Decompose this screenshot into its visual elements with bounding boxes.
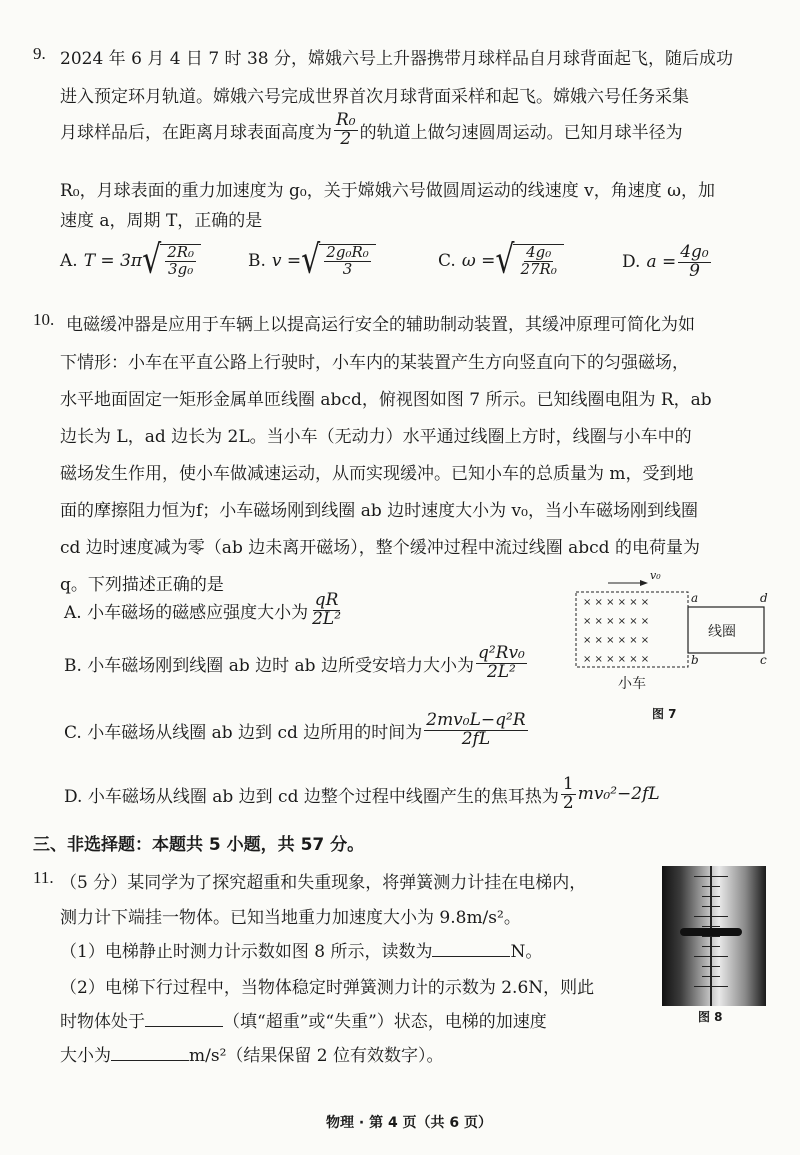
q9-line-2: 进入预定环月轨道。嫦娥六号完成世界首次月球背面采样和起飞。嫦娥六号任务采集 (60, 87, 689, 107)
option-b-text: B. 小车磁场刚到线圈 ab 边时 ab 边所受安培力大小为 (64, 655, 474, 676)
svg-text:× × × × × ×: × × × × × × (583, 635, 650, 646)
fraction-numerator: 2R₀ (167, 243, 195, 261)
q9-option-c (438, 237, 564, 283)
scale-pointer-icon (680, 928, 742, 936)
q11-part-2: （2）电梯下行过程中，当物体稳定时弹簧测力计的示数为 2.6N，则此 (60, 978, 595, 998)
question-11-number: 11. (33, 868, 54, 887)
q10-line-5: 磁场发生作用，使小车做减速运动，从而实现缓冲。已知小车的总质量为 m，受到地 (60, 464, 694, 484)
option-a-label: A. (60, 250, 78, 271)
q11-part-1 (60, 937, 542, 962)
q11-accel-text: 大小为 (60, 1046, 111, 1066)
question-10-number: 10. (33, 310, 55, 329)
q11-part-1-text: （1）电梯静止时测力计示数如图 8 所示，读数为 (60, 942, 433, 962)
figure-8-caption: 图 8 (698, 1010, 723, 1024)
q10-line-6: 面的摩擦阻力恒为f；小车磁场刚到线圈 ab 边时速度大小为 v₀，当小车磁场刚到线圈 (60, 501, 698, 521)
q9-line-1: 2024 年 6 月 4 日 7 时 38 分，嫦娥六号上升器携带月球样品自月球背面起飞，随后成功 (60, 49, 733, 69)
fraction-denominator: 2 (562, 792, 574, 813)
q11-part-2-continued (60, 1007, 547, 1032)
q11-part-2-text: 时物体处于 (60, 1012, 145, 1032)
corner-c-label: c (760, 653, 767, 667)
option-a-text: A. 小车磁场的磁感应强度大小为 (64, 602, 309, 623)
q10-option-a (64, 592, 345, 629)
answer-blank-reading[interactable] (432, 942, 510, 957)
q9-option-a (60, 237, 201, 283)
q10-option-c (64, 712, 530, 749)
car-label: 小车 (618, 676, 646, 692)
q10-line-2: 下情形：小车在平直公路上行驶时，小车内的某装置产生方向竖直向下的匀强磁场， (60, 353, 689, 373)
section-3-heading: 三、非选择题：本题共 5 小题，共 57 分。 (33, 835, 365, 855)
fraction-denominator: 2L² (486, 661, 516, 682)
q10-line-7: cd 边时速度减为零（ab 边未离开磁场），整个缓冲过程中流过线圈 abcd 的电荷量为 (60, 538, 700, 558)
fraction-denominator: 27R₀ (520, 259, 557, 278)
option-a-fraction (310, 592, 343, 629)
q10-option-d (64, 776, 660, 813)
figure-8-spring-scale-photo (662, 866, 766, 1006)
magnetic-field-x-marks (583, 597, 649, 665)
q11-part-2-end (60, 1041, 444, 1066)
fraction-denominator: 3 (342, 259, 353, 278)
q9-line-5: 速度 a，周期 T，正确的是 (60, 211, 263, 231)
fraction-denominator: 2 (340, 128, 352, 149)
figure-7 (570, 569, 770, 725)
option-d-fraction (678, 244, 711, 281)
q11-part-1-unit: N。 (510, 942, 543, 962)
q9-height-fraction (334, 112, 358, 149)
option-c-lhs: ω = (461, 250, 496, 271)
fraction-numerator: 4g₀ (680, 242, 709, 262)
svg-text:× × × × × ×: × × × × × × (583, 654, 650, 665)
q9-option-b (248, 237, 376, 283)
fraction-denominator: 9 (689, 260, 700, 281)
radical-sign-icon: √ (301, 237, 321, 283)
figure-7-caption: 图 7 (652, 707, 677, 721)
velocity-label: v₀ (650, 569, 661, 582)
answer-blank-acceleration[interactable] (111, 1046, 189, 1061)
q10-line-8: q。下列描述正确的是 (60, 575, 224, 595)
answer-blank-state[interactable] (145, 1012, 223, 1027)
sqrt-expression (301, 237, 376, 283)
fraction-numerator: qR (314, 590, 339, 610)
sqrt-expression (142, 237, 201, 283)
corner-d-label: d (760, 591, 768, 605)
svg-text:× × × × × ×: × × × × × × (583, 616, 650, 627)
fraction-numerator: 2mv₀L−q²R (426, 710, 526, 730)
option-d-lhs: a = (646, 252, 677, 273)
option-a-lhs: T = 3π (83, 250, 143, 271)
option-c-fraction (424, 712, 527, 749)
svg-text:× × × × × ×: × × × × × × (583, 597, 650, 608)
fraction-denominator: 2fL (461, 728, 491, 749)
q10-line-1: 电磁缓冲器是应用于车辆上以提高运行安全的辅助制动装置，其缓冲原理可简化为如 (66, 315, 695, 335)
q11-accel-unit: m/s²（结果保留 2 位有效数字）。 (189, 1046, 444, 1066)
q10-line-4: 边长为 L，ad 边长为 2L。当小车（无动力）水平通过线圈上方时，线圈与小车中的 (60, 427, 692, 447)
fraction-numerator: q²Rv₀ (477, 643, 525, 663)
q10-line-3: 水平地面固定一矩形金属单匝线圈 abcd，俯视图如图 7 所示。已知线圈电阻为 R，ab (60, 390, 712, 410)
page-footer: 物理 · 第 4 页（共 6 页） (326, 1115, 493, 1131)
option-c-label: C. (438, 250, 456, 271)
q9-line-3-start: 月球样品后，在距离月球表面高度为 (60, 122, 332, 143)
arrowhead-icon (640, 580, 648, 586)
fraction-denominator: 3g₀ (168, 259, 194, 278)
option-c-text: C. 小车磁场从线圈 ab 边到 cd 边所用的时间为 (64, 722, 423, 743)
q9-line-3-end: 的轨道上做匀速圆周运动。已知月球半径为 (359, 122, 683, 143)
option-d-fraction (561, 776, 576, 813)
q10-option-b (64, 645, 529, 682)
q11-line-1: （5 分）某同学为了探究超重和失重现象，将弹簧测力计挂在电梯内， (60, 873, 587, 893)
option-d-text: D. 小车磁场从线圈 ab 边到 cd 边整个过程中线圈产生的焦耳热为 (64, 786, 559, 807)
corner-b-label: b (691, 653, 699, 667)
sqrt-expression (495, 237, 564, 283)
question-9-number: 9. (33, 44, 46, 63)
fraction-numerator: R₀ (336, 110, 356, 130)
q11-line-2: 测力计下端挂一物体。已知当地重力加速度大小为 9.8m/s²。 (60, 908, 521, 928)
corner-a-label: a (691, 591, 699, 605)
figure-7-diagram (570, 575, 770, 725)
radical-sign-icon: √ (142, 237, 162, 283)
radical-sign-icon: √ (495, 237, 515, 283)
option-b-label: B. (248, 250, 266, 271)
option-d-label: D. (622, 252, 641, 273)
fraction-numerator: 1 (562, 774, 574, 794)
q9-line-4: R₀，月球表面的重力加速度为 g₀，关于嫦娥六号做圆周运动的线速度 v，角速度 ω，加 (60, 181, 715, 201)
coil-label: 线圈 (708, 624, 736, 640)
q9-line-3 (60, 112, 683, 149)
option-d-tail: mv₀²−2fL (577, 784, 660, 805)
option-b-fraction (476, 645, 527, 682)
fraction-denominator: 2L² (312, 608, 342, 629)
q9-option-d (622, 244, 713, 281)
option-b-lhs: v = (271, 250, 302, 271)
fraction-numerator: 4g₀ (526, 243, 552, 261)
fraction-numerator: 2g₀R₀ (326, 243, 369, 261)
q11-part-2-hint: （填“超重”或“失重”）状态，电梯的加速度 (223, 1012, 547, 1032)
